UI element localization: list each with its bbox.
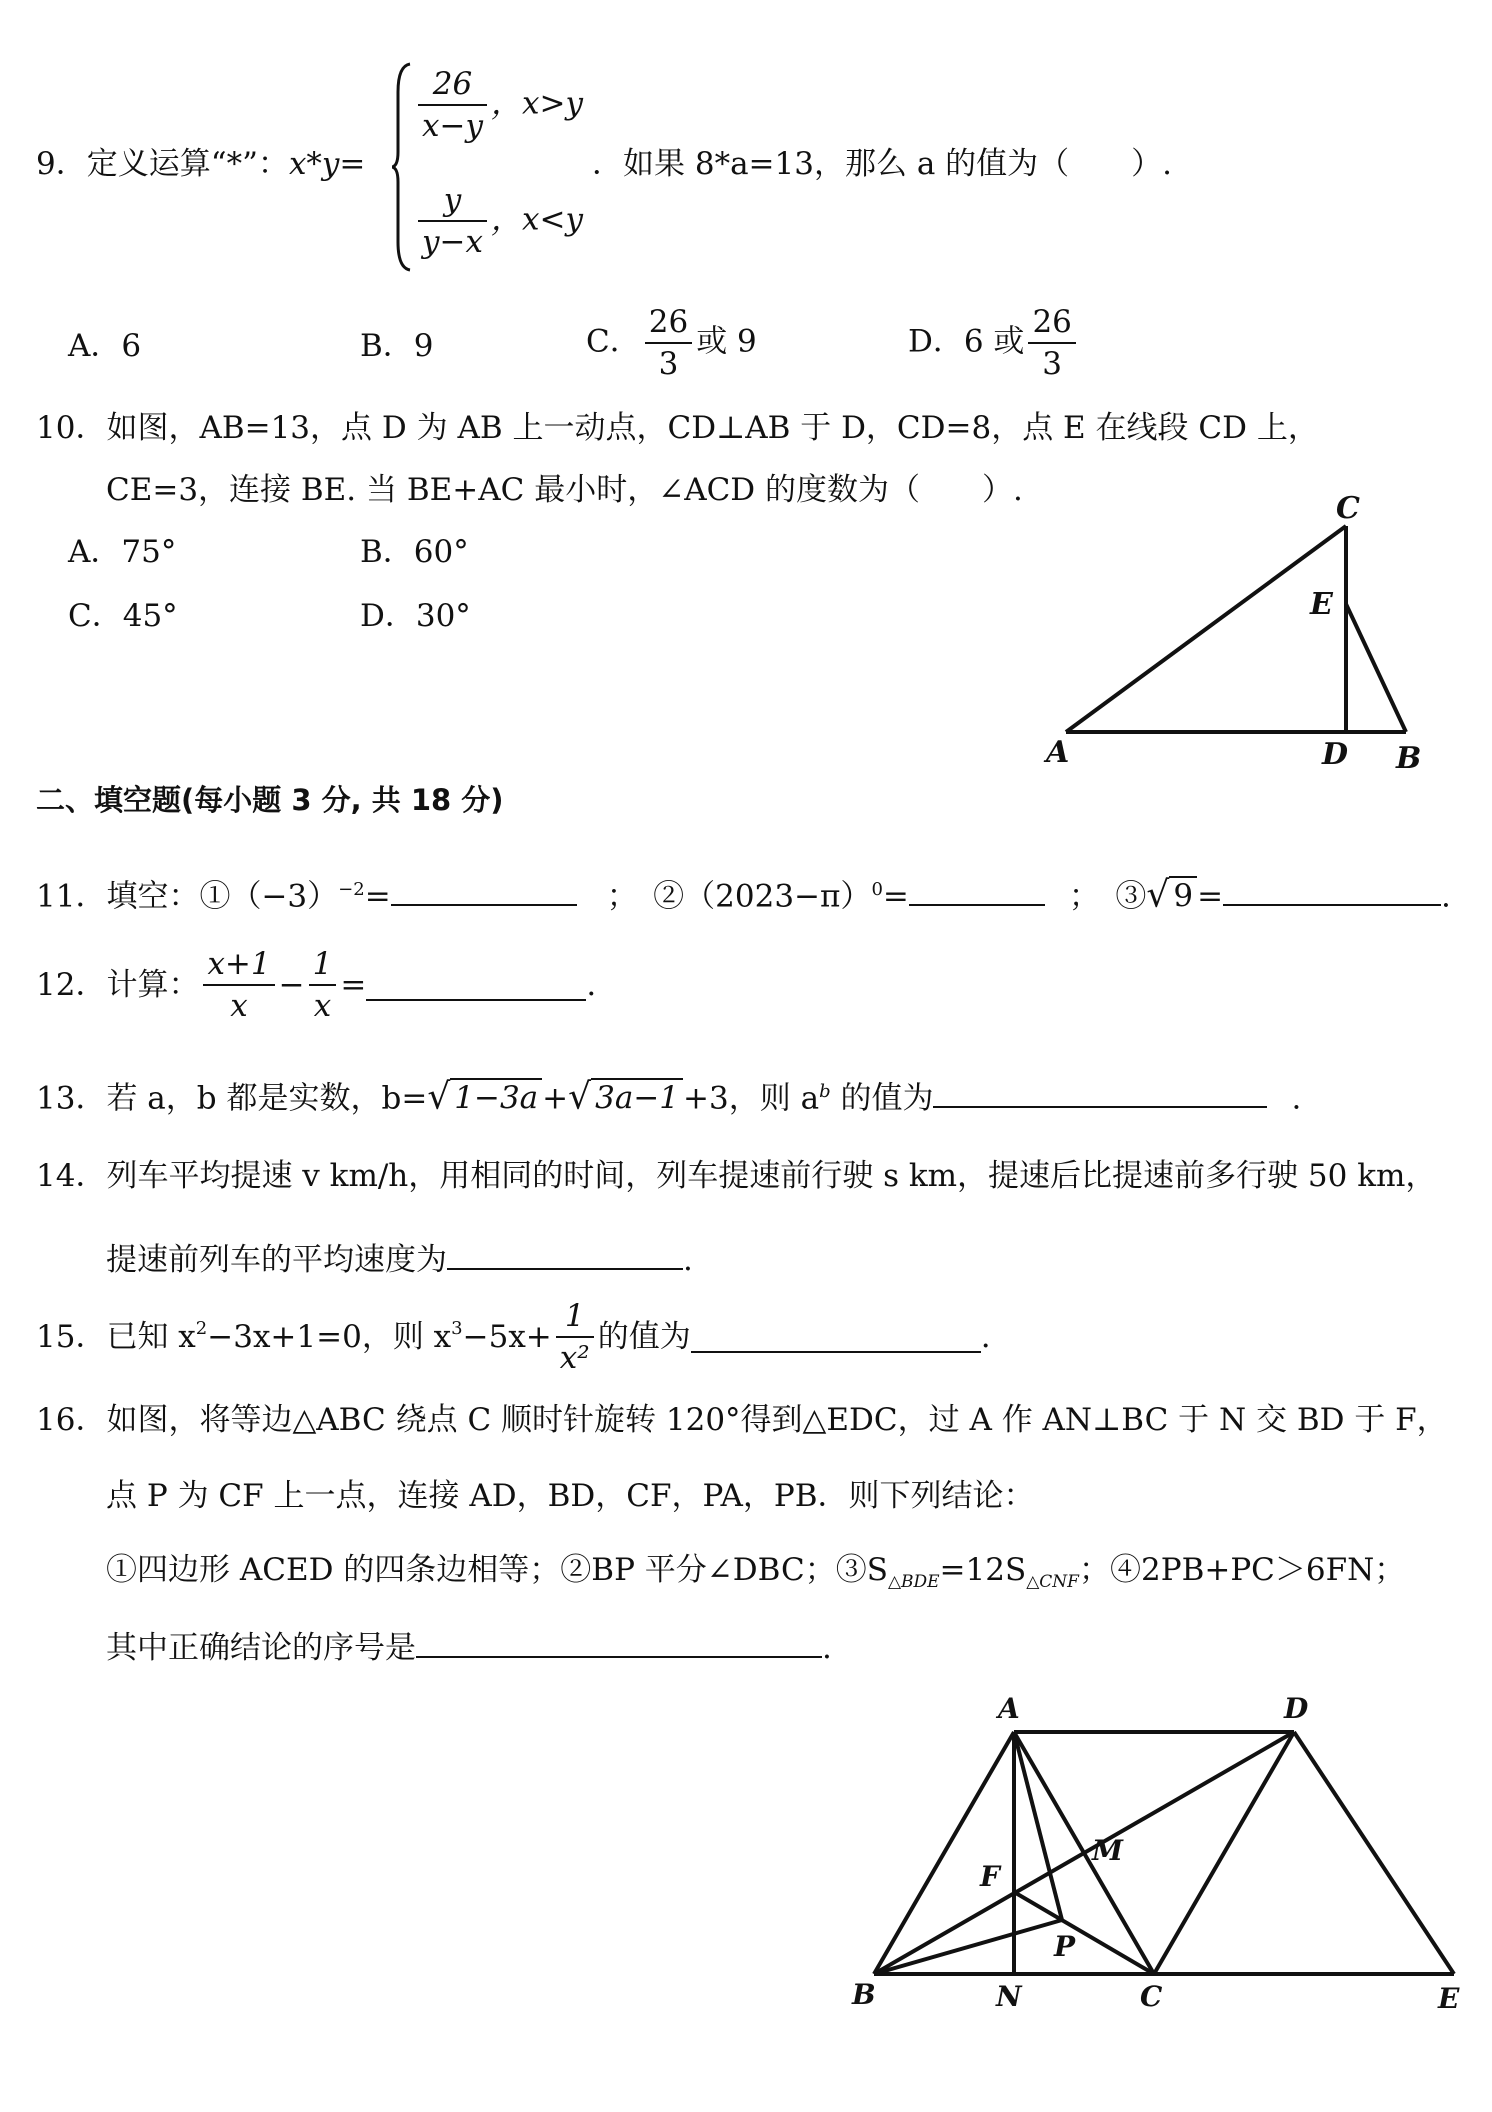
q12-blank[interactable] xyxy=(366,969,586,1001)
q16-blank[interactable] xyxy=(416,1626,822,1658)
q13: 13．若 a，b 都是实数，b=√ 1−3a +√ 3a−1 +3，则 $a^b$ 的值为 . xyxy=(36,1076,1302,1118)
sqrt-icon: √ xyxy=(568,1076,592,1118)
q11-radicand: 9 xyxy=(1169,876,1197,914)
q14-blank[interactable] xyxy=(447,1238,683,1270)
q11-blank-1[interactable] xyxy=(391,874,577,906)
q9-case1-denominator: x−y xyxy=(422,108,483,144)
q16-line2: 点 P 为 CF 上一点，连接 AD，BD，CF，PA，PB．则下列结论： xyxy=(106,1478,1035,1514)
q15-middle-2: −5x+ xyxy=(462,1319,552,1355)
q9-stem: 定义运算“*”： xyxy=(86,146,289,182)
q12-fraction1-numerator: x+1 xyxy=(203,944,274,986)
q11-prefix: 11．填空：①（−3） xyxy=(36,878,339,915)
sqrt-icon: √ xyxy=(1146,874,1170,916)
q11-exponent-2: 0 xyxy=(871,879,883,900)
q9-case1 xyxy=(414,64,583,146)
q15-prefix: 15．已知 x xyxy=(36,1319,196,1355)
q16-segment-fc xyxy=(1014,1892,1154,1974)
q16-line1: 16．如图，将等边△ABC 绕点 C 顺时针旋转 120°得到△EDC，过 A 作 AN⊥BC 于 N 交 BD 于 F， xyxy=(36,1402,1448,1438)
q16-subscript-1: △BDE xyxy=(887,1572,940,1593)
q10-label-b: B xyxy=(1396,741,1422,776)
q9-number-and-stem xyxy=(36,144,365,184)
q11-blank-2[interactable] xyxy=(909,874,1045,906)
q10-segment-be xyxy=(1346,604,1406,732)
q10-label-a: A xyxy=(1046,735,1070,770)
q13-exponent: b xyxy=(819,1081,831,1102)
q15-fraction-denominator: x² xyxy=(559,1340,590,1376)
q9-case1-numerator: 26 xyxy=(418,64,487,106)
q11-exponent-1: −2 xyxy=(338,879,365,900)
q16-label-a: A xyxy=(998,1692,1020,1725)
q9-case2-condition: ，x<y xyxy=(490,201,583,238)
q9-option-d: D．6 或 $\frac{26}{3}$ xyxy=(908,302,1080,384)
q9-option-a: A．6 xyxy=(68,328,142,364)
q9-case2-denominator: y−x xyxy=(422,224,483,260)
q13-tail: 的值为 xyxy=(830,1080,934,1117)
q11-separator-1: ； ②（2023−π） xyxy=(606,878,872,915)
q16-line4: 其中正确结论的序号是 . xyxy=(106,1626,832,1668)
q13-blank[interactable] xyxy=(933,1076,1267,1108)
q9-case2 xyxy=(414,180,583,262)
q10-option-d: D．30° xyxy=(360,598,471,634)
q16-segment-ap xyxy=(1014,1732,1062,1920)
q10-line1: 10．如图，AB=13，点 D 为 AB 上一动点，CD⊥AB 于 D，CD=8，点 E 在线段 CD 上， xyxy=(36,410,1319,446)
q16-line3: ①四边形 ACED 的四条边相等；②BP 平分∠DBC；$③S_{\triangle BDE}=12S_{\triangle CNF}$；④2PB+PC＞6FN； xyxy=(106,1552,1406,1593)
q12-prefix: 12．计算： xyxy=(36,967,200,1003)
sqrt-icon: √ xyxy=(427,1076,451,1118)
q11-blank-3[interactable] xyxy=(1223,874,1441,906)
q16-segment-ab xyxy=(874,1732,1014,1974)
q14-line2: 提速前列车的平均速度为 . xyxy=(106,1238,693,1280)
q10-option-c: C．45° xyxy=(68,598,178,634)
q12-fraction1-denominator: x xyxy=(230,988,248,1024)
q13-radicand-2: 3a−1 xyxy=(591,1078,683,1116)
q9-tail: ．如果 8*a=13，那么 a 的值为（ ）. xyxy=(592,146,1173,182)
q15-exponent-2: 3 xyxy=(451,1318,463,1340)
q10-line2: CE=3，连接 BE. 当 BE+AC 最小时，∠ACD 的度数为（ ）. xyxy=(106,472,1023,508)
section-title: 二、填空题(每小题 3 分, 共 18 分) xyxy=(36,783,504,817)
q15-fraction-numerator: 1 xyxy=(556,1296,594,1338)
q16-label-b: B xyxy=(852,1978,876,2011)
q16-label-c: C xyxy=(1140,1980,1163,2013)
q16-figure xyxy=(840,1690,1460,2030)
q16-label-n: N xyxy=(996,1980,1022,2013)
q16-segment-dc xyxy=(1154,1732,1294,1974)
q13-post: +3，则 a xyxy=(683,1080,820,1117)
q16-label-f: F xyxy=(980,1860,1000,1893)
q14-line1: 14．列车平均提速 v km/h，用相同的时间，列车提速前行驶 s km，提速后比提速前多行驶 50 km， xyxy=(36,1158,1437,1194)
q16-label-d: D xyxy=(1284,1692,1309,1725)
q15-exponent-1: 2 xyxy=(195,1318,208,1340)
q10-option-a: A．75° xyxy=(68,534,177,570)
q16-label-p: P xyxy=(1054,1930,1076,1963)
q11-separator-2: ； ③ xyxy=(1068,878,1147,915)
q9-case2-numerator: y xyxy=(418,180,487,222)
q15-blank[interactable] xyxy=(691,1321,981,1353)
q9-option-b: B．9 xyxy=(360,328,434,364)
q13-prefix: 13．若 a，b 都是实数，b= xyxy=(36,1080,428,1117)
q9-lhs: x*y= xyxy=(288,146,366,182)
q16-subscript-2: △CNF xyxy=(1026,1572,1079,1593)
q12: 12．计算： $\frac{x+1}{x}$ − $\frac{1}{x}$ = . xyxy=(36,946,597,1024)
q10-figure xyxy=(1040,490,1440,780)
q10-label-c: C xyxy=(1336,491,1360,526)
q15: 15．已知 $x^2-3x+1=0$，则 $x^3-5x+$ $\frac{1}{\text{x²}}$ 的值为 . xyxy=(36,1298,991,1376)
q9-brace xyxy=(392,62,414,272)
q16-segment-bd xyxy=(874,1732,1294,1974)
q10-option-b: B．60° xyxy=(360,534,469,570)
q9-case1-condition: ，x>y xyxy=(490,85,583,122)
q10-label-e: E xyxy=(1310,587,1333,622)
q9-option-c: C． $\frac{26}{3}$ 或 9 xyxy=(586,304,757,382)
q12-fraction2-denominator: x xyxy=(313,988,332,1024)
q13-radicand-1: 1−3a xyxy=(450,1078,542,1116)
q16-segment-de xyxy=(1294,1732,1454,1974)
q10-label-d: D xyxy=(1322,737,1349,772)
q10-segment-ac xyxy=(1066,526,1346,732)
q12-fraction2-numerator: 1 xyxy=(309,944,337,986)
q15-tail: 的值为 xyxy=(597,1319,691,1355)
q9-number: 9． xyxy=(36,146,87,182)
q11: 11．填空：$①(-3)^{-2}=$ ； $②(2023-\pi)^0=$ ； ③√ 9 = . xyxy=(36,874,1451,916)
q16-label-m: M xyxy=(1092,1834,1123,1867)
q15-middle-1: −3x+1=0，则 x xyxy=(207,1319,452,1355)
q16-label-e: E xyxy=(1438,1982,1460,2015)
